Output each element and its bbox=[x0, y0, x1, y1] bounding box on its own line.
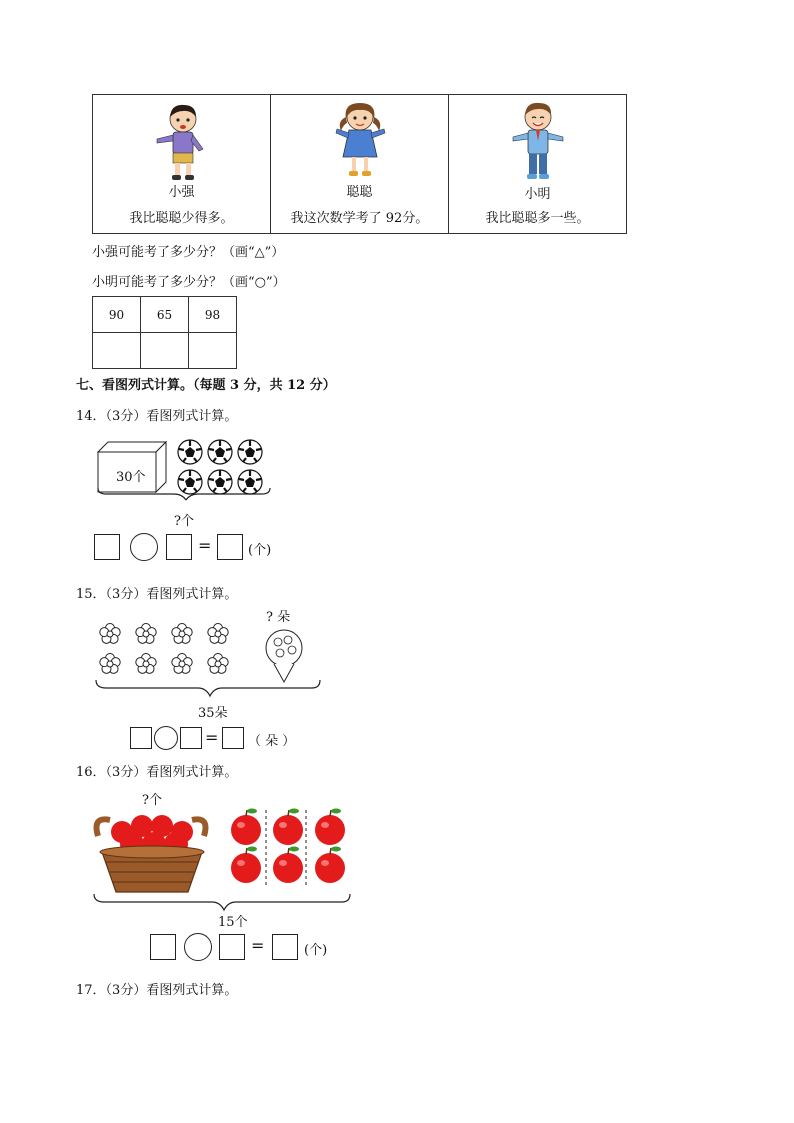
answer-square[interactable] bbox=[130, 727, 152, 749]
character-speech: 我比聪聪多一些。 bbox=[485, 211, 590, 226]
boy-pointing-icon bbox=[151, 101, 211, 183]
answer-square[interactable] bbox=[150, 934, 176, 960]
apples-figure bbox=[92, 804, 356, 914]
flower-icon bbox=[136, 654, 156, 674]
answer-square[interactable] bbox=[219, 934, 245, 960]
answer-square[interactable] bbox=[217, 534, 243, 560]
apple-icon bbox=[273, 809, 303, 846]
flower-icon bbox=[172, 624, 192, 644]
character-name: 聪聪 bbox=[346, 185, 373, 200]
soccer-ball-icon bbox=[208, 470, 232, 494]
answer-square[interactable] bbox=[180, 727, 202, 749]
character-speech: 我这次数学考了 92分。 bbox=[290, 211, 429, 226]
boy-smiling-icon bbox=[507, 99, 569, 183]
apple-icon bbox=[273, 847, 303, 884]
character-speech: 我比聪聪少得多。 bbox=[129, 211, 234, 226]
score-options-table bbox=[92, 296, 237, 369]
apple-icon bbox=[231, 809, 261, 846]
equals-sign: = bbox=[198, 536, 212, 555]
problem-16-title: 16．（3分）看图列式计算。 bbox=[76, 765, 238, 780]
unit-label: (个) bbox=[248, 543, 272, 558]
box-label: 30个 bbox=[116, 470, 146, 485]
flower-group bbox=[100, 624, 228, 674]
flower-icon bbox=[100, 654, 120, 674]
score-option: 98 bbox=[189, 297, 237, 333]
total-label: ?个 bbox=[174, 514, 194, 529]
score-option: 90 bbox=[93, 297, 141, 333]
character-table bbox=[92, 94, 627, 234]
answer-square[interactable] bbox=[272, 934, 298, 960]
soccer-ball-icon bbox=[178, 470, 202, 494]
soccer-ball-icon bbox=[178, 440, 202, 464]
answer-cell[interactable] bbox=[189, 333, 237, 369]
apple-icon bbox=[231, 847, 261, 884]
flower-icon bbox=[208, 654, 228, 674]
answer-square[interactable] bbox=[222, 727, 244, 749]
character-cell-congcong bbox=[271, 95, 449, 234]
unit-label: (个) bbox=[304, 943, 328, 958]
character-cell-xiaoming bbox=[449, 95, 627, 234]
apple-icon bbox=[315, 809, 345, 846]
flower-icon bbox=[136, 624, 156, 644]
score-option: 65 bbox=[141, 297, 189, 333]
soccer-ball-icon bbox=[238, 440, 262, 464]
operator-circle[interactable] bbox=[184, 933, 212, 961]
answer-cell[interactable] bbox=[141, 333, 189, 369]
bouquet-icon bbox=[266, 630, 302, 682]
answer-square[interactable] bbox=[166, 534, 192, 560]
problem-14-title: 14．（3分）看图列式计算。 bbox=[76, 409, 238, 424]
answer-square[interactable] bbox=[94, 534, 120, 560]
flowers-figure bbox=[92, 618, 324, 698]
operator-circle[interactable] bbox=[130, 533, 158, 561]
answer-cell[interactable] bbox=[93, 333, 141, 369]
unknown-label: ?个 bbox=[142, 793, 162, 808]
problem-15-title: 15．（3分）看图列式计算。 bbox=[76, 587, 238, 602]
character-name: 小强 bbox=[168, 185, 195, 200]
equals-sign: = bbox=[205, 728, 219, 747]
apple-group bbox=[231, 809, 345, 884]
soccer-ball-icon bbox=[238, 470, 262, 494]
section-title: 七、看图列式计算。（每题 3 分，共 12 分） bbox=[76, 378, 336, 393]
unknown-label: ? 朵 bbox=[266, 610, 291, 625]
question-xiaoqiang: 小强可能考了多少分？（画“△”） bbox=[92, 245, 285, 260]
problem-17-title: 17．（3分）看图列式计算。 bbox=[76, 983, 238, 998]
apple-icon bbox=[315, 847, 345, 884]
soccer-ball-icon bbox=[208, 440, 232, 464]
unit-label: （ 朵 ） bbox=[248, 734, 296, 749]
character-cell-xiaoqiang bbox=[93, 95, 271, 234]
character-name: 小明 bbox=[524, 187, 551, 202]
total-label: 35朵 bbox=[198, 706, 228, 721]
soccer-ball-group bbox=[178, 440, 262, 494]
flower-icon bbox=[100, 624, 120, 644]
girl-icon bbox=[329, 99, 391, 181]
equals-sign: = bbox=[251, 936, 265, 955]
operator-circle[interactable] bbox=[154, 726, 178, 750]
flower-icon bbox=[208, 624, 228, 644]
basket-icon bbox=[97, 815, 206, 892]
flower-icon bbox=[172, 654, 192, 674]
question-xiaoming: 小明可能考了多少分？（画“○”） bbox=[92, 275, 286, 290]
total-label: 15个 bbox=[218, 915, 248, 930]
